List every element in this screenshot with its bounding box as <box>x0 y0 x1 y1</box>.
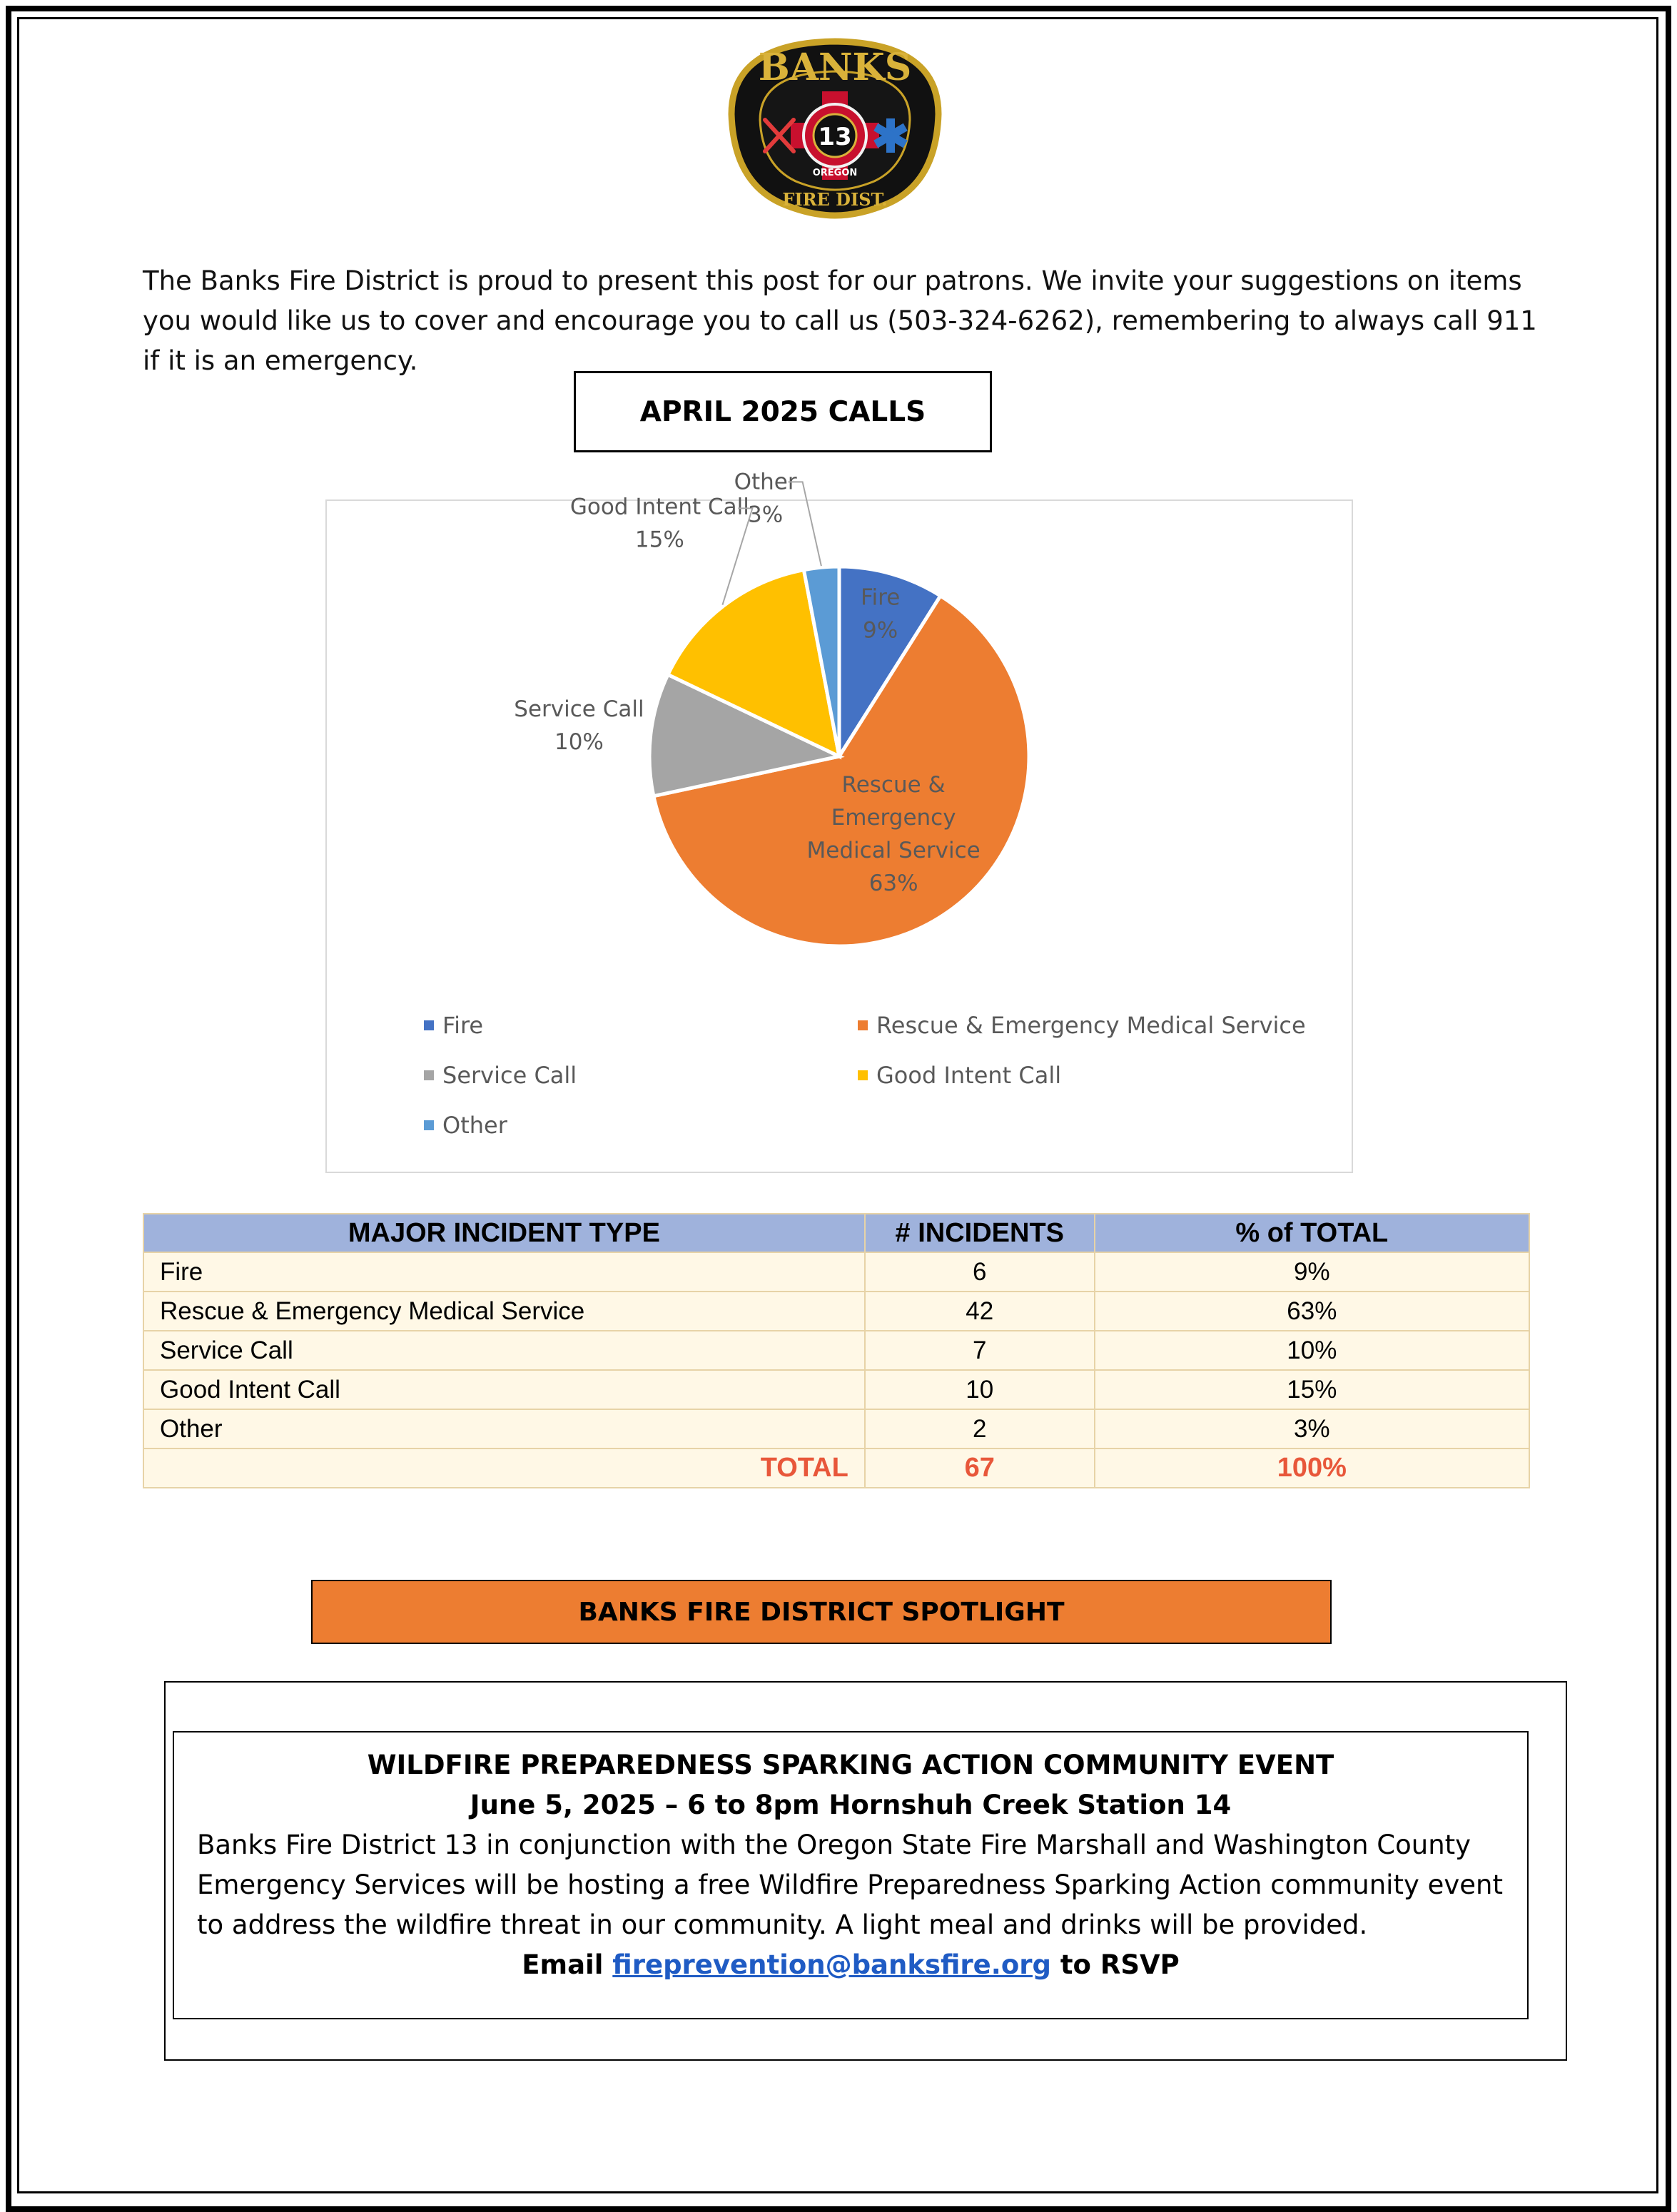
banks-fire-logo <box>714 29 956 235</box>
svg-text:Rescue & Emergency Medical Ser: Rescue & Emergency Medical Service <box>876 1012 1306 1039</box>
svg-text:15%: 15% <box>634 527 684 553</box>
legend-item-other <box>424 1112 508 1139</box>
header-percent: % of TOTAL <box>1095 1214 1529 1252</box>
svg-text:Emergency: Emergency <box>831 805 956 831</box>
event-box <box>173 1731 1529 2019</box>
svg-text:10%: 10% <box>554 729 604 756</box>
row-percent: 10% <box>1095 1331 1529 1370</box>
row-type: Good Intent Call <box>143 1370 865 1409</box>
header-incidents: # INCIDENTS <box>865 1214 1095 1252</box>
row-count: 2 <box>865 1409 1095 1449</box>
svg-text:Rescue &: Rescue & <box>841 772 946 798</box>
row-type: Other <box>143 1409 865 1449</box>
logo-top-text: BANKS <box>758 46 912 89</box>
svg-text:Good Intent Call: Good Intent Call <box>876 1062 1062 1089</box>
svg-text:63%: 63% <box>868 871 918 897</box>
logo-number: 13 <box>818 123 852 151</box>
rsvp-prefix: Email <box>522 1949 613 1980</box>
logo-state: OREGON <box>812 168 858 178</box>
row-percent: 15% <box>1095 1370 1529 1409</box>
row-type: Service Call <box>143 1331 865 1370</box>
total-percent: 100% <box>1095 1449 1529 1488</box>
row-percent: 63% <box>1095 1292 1529 1331</box>
svg-text:Service Call: Service Call <box>514 696 644 723</box>
table-row <box>143 1409 1529 1449</box>
row-type: Rescue & Emergency Medical Service <box>143 1292 865 1331</box>
legend-item-fire <box>424 1012 483 1039</box>
row-count: 7 <box>865 1331 1095 1370</box>
event-rsvp <box>174 1945 1527 1985</box>
calls-title: APRIL 2025 CALLS <box>574 371 992 452</box>
row-count: 10 <box>865 1370 1095 1409</box>
svg-text:3%: 3% <box>748 502 784 528</box>
table-row <box>143 1331 1529 1370</box>
rsvp-suffix: to RSVP <box>1050 1949 1180 1980</box>
legend-item-rescue-emergency-medical-service <box>858 1012 1306 1039</box>
table-row <box>143 1252 1529 1292</box>
row-type: Fire <box>143 1252 865 1292</box>
table-row <box>143 1370 1529 1409</box>
pie-label-service-call <box>514 696 644 755</box>
row-percent: 3% <box>1095 1409 1529 1449</box>
row-count: 42 <box>865 1292 1095 1331</box>
svg-text:Other: Other <box>734 469 797 495</box>
table-header-row <box>143 1214 1529 1252</box>
intro-paragraph: The Banks Fire District is proud to present this post for our patrons. We invite your suggestions on items you would like us to cover and encourage you to call us (503-324-6262), remembering to always call 911 if it is an emergency. <box>143 265 1537 376</box>
svg-text:Fire: Fire <box>860 584 901 611</box>
legend-item-service-call <box>424 1062 577 1089</box>
table-total-row <box>143 1449 1529 1488</box>
legend-item-good-intent-call <box>858 1062 1061 1089</box>
svg-text:Good Intent Call: Good Intent Call <box>569 494 749 520</box>
svg-text:Medical Service: Medical Service <box>806 838 981 864</box>
row-count: 6 <box>865 1252 1095 1292</box>
event-when: June 5, 2025 – 6 to 8pm Hornshuh Creek Station 14 <box>470 1790 1232 1820</box>
event-description: Banks Fire District 13 in conjunction with the Oregon State Fire Marshall and Washington County Emergency Services will be hosting a free Wildfire Preparedness Sparking Action community event to address the wildfire threat in our community. A light meal and drinks will be provided. <box>197 1830 1504 1940</box>
pie-label-good-intent-call <box>570 494 753 604</box>
total-label: TOTAL <box>143 1449 865 1488</box>
svg-text:Other: Other <box>442 1112 507 1139</box>
logo-bottom-text: FIRE DIST. <box>782 189 888 210</box>
calls-pie-chart <box>325 469 1353 1173</box>
svg-text:Fire: Fire <box>442 1012 484 1039</box>
svg-text:Service Call: Service Call <box>442 1062 577 1089</box>
event-title: WILDFIRE PREPAREDNESS SPARKING ACTION COMMUNITY EVENT <box>367 1750 1334 1780</box>
svg-text:9%: 9% <box>863 617 898 644</box>
row-percent: 9% <box>1095 1252 1529 1292</box>
rsvp-email-link[interactable]: fireprevention@banksfire.org <box>612 1949 1051 1980</box>
header-incident-type: MAJOR INCIDENT TYPE <box>143 1214 865 1252</box>
spotlight-banner: BANKS FIRE DISTRICT SPOTLIGHT <box>311 1580 1332 1644</box>
total-count: 67 <box>865 1449 1095 1488</box>
incident-table <box>143 1213 1530 1488</box>
table-row <box>143 1292 1529 1331</box>
